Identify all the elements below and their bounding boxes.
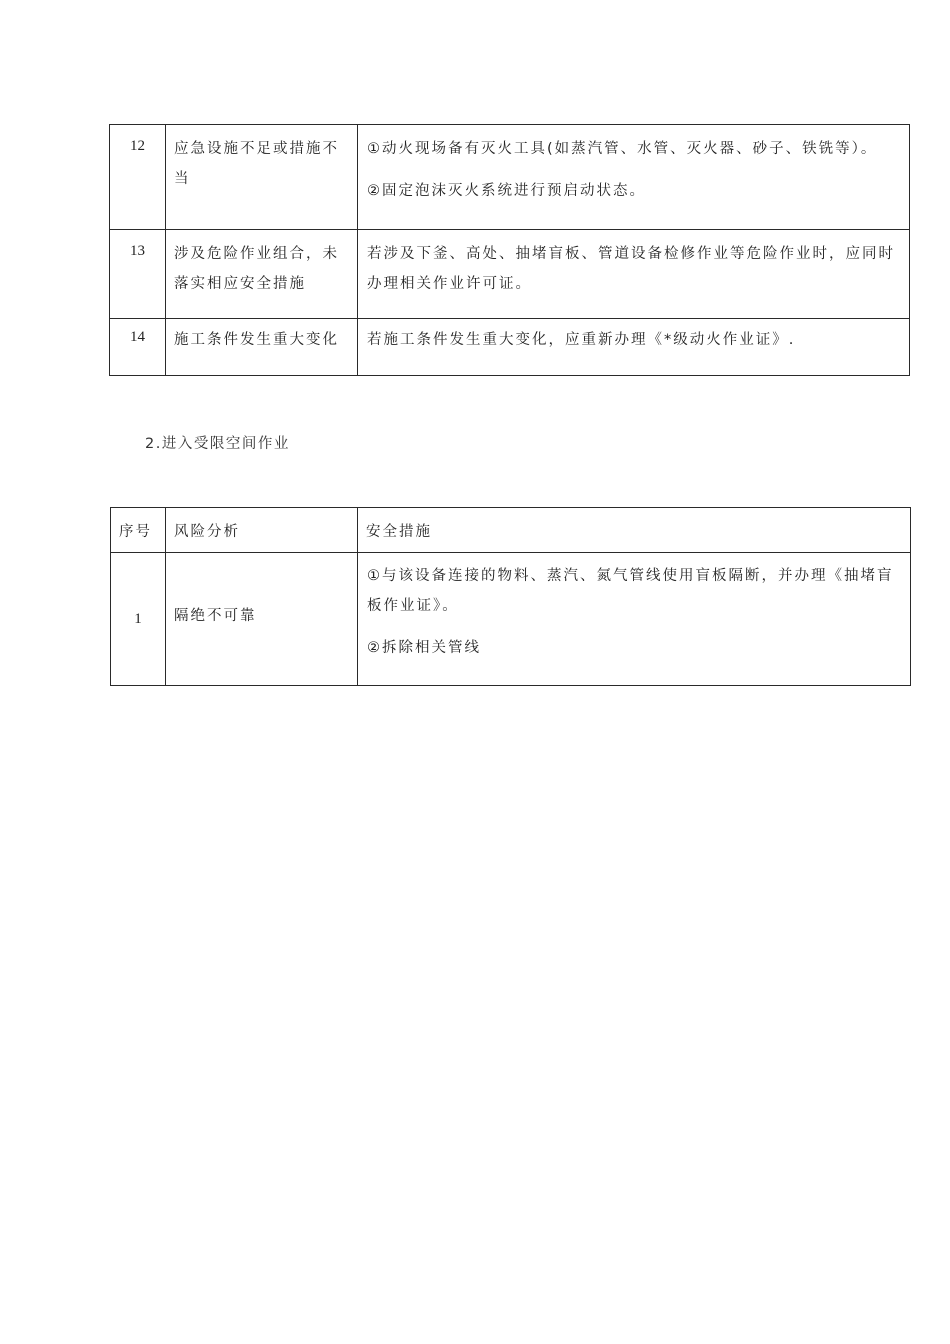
table-row (110, 319, 910, 376)
table-row (110, 125, 910, 230)
safety-measure-item: 若涉及下釜、高处、抽堵盲板、管道设备检修作业等危险作业时，应同时办理相关作业许可证。 (367, 246, 895, 292)
row-number: 13 (110, 230, 166, 319)
column-header-number: 序号 (111, 508, 166, 553)
safety-measure-item: ②拆除相关管线 (367, 640, 481, 656)
safety-measure-cell (358, 230, 910, 319)
row-number: 14 (110, 319, 166, 376)
safety-measure-item: 若施工条件发生重大变化，应重新办理《*级动火作业证》. (367, 332, 796, 348)
risk-analysis-cell: 涉及危险作业组合，未落实相应安全措施 (166, 230, 358, 319)
safety-measure-cell (358, 319, 910, 376)
safety-measure-item: ①动火现场备有灭火工具(如蒸汽管、水管、灭火器、砂子、铁铣等）。 (367, 141, 878, 157)
table-row (111, 553, 911, 686)
table-row (110, 230, 910, 319)
row-number: 1 (111, 553, 166, 686)
safety-measure-cell (358, 125, 910, 230)
risk-analysis-cell: 应急设施不足或措施不当 (166, 125, 358, 230)
risk-analysis-cell: 施工条件发生重大变化 (166, 319, 358, 376)
hot-work-risk-table (109, 124, 910, 376)
risk-analysis-cell: 隔绝不可靠 (166, 553, 358, 686)
safety-measure-item: ①与该设备连接的物料、蒸汽、氮气管线使用盲板隔断，并办理《抽堵盲板作业证》。 (367, 568, 894, 614)
safety-measure-cell (358, 553, 911, 686)
row-number: 12 (110, 125, 166, 230)
table-header-row (111, 508, 911, 553)
column-header-measure: 安全措施 (358, 508, 911, 553)
confined-space-risk-table (110, 507, 911, 686)
safety-measure-item: ②固定泡沫灭火系统进行预启动状态。 (367, 183, 646, 199)
column-header-risk: 风险分析 (166, 508, 358, 553)
section-heading: 2.进入受限空间作业 (145, 436, 290, 452)
